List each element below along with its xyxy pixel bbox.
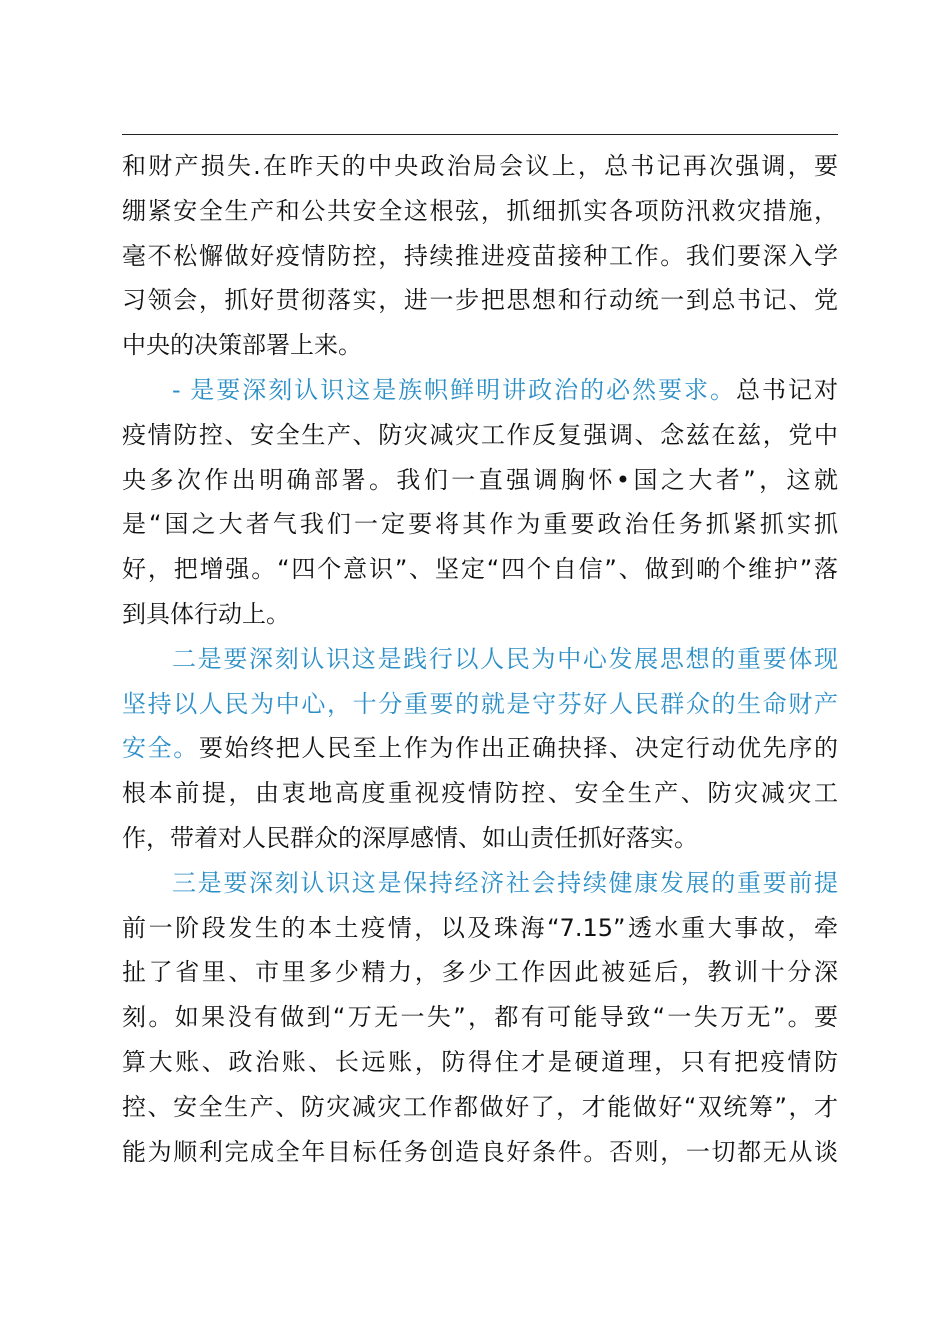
- text-line: 刻。如果没有做到“万无一失”，都有可能导致“一失万无”。要: [122, 1003, 838, 1032]
- section-heading-2-end: 安全。: [122, 734, 199, 763]
- section-heading-3: 三是要深刻认识这是保持经济社会持续健康发展的重要前提: [172, 868, 838, 897]
- text-line: - 是要深刻认识这是族帜鲜明讲政治的必然要求。总书记对: [172, 375, 838, 404]
- text-line: 扯了省里、市里多少精力，多少工作因此被延后，教训十分深: [122, 958, 838, 987]
- text-line: 中央的决策部署上来。: [122, 331, 362, 360]
- text-line: 前一阶段发生的本土疫情，以及珠海“7.15”透水重大事故，牵: [122, 913, 838, 942]
- section-heading-2: 二是要深刻认识这是践行以人民为中心发展思想的重要体现: [172, 644, 838, 673]
- text-line: 能为顺利完成全年目标任务创造良好条件。否则，一切都无从谈: [122, 1137, 838, 1166]
- text-line: 央多次作出明确部署。我们一直强调胸怀•国之大者”，这就: [122, 465, 838, 494]
- text-line: 疫情防控、安全生产、防灾减灾工作反复强调、念兹在兹，党中: [122, 420, 838, 449]
- section-heading-1: - 是要深刻认识这是族帜鲜明讲政治的必然要求。: [172, 375, 737, 404]
- section-heading-2-cont: 坚持以人民为中心，十分重要的就是守芬好人民群众的生命财产: [122, 689, 838, 718]
- text-line: 根本前提，由衷地高度重视疫情防控、安全生产、防灾减灾工: [122, 779, 838, 808]
- text-line: 毫不松懈做好疫情防控，持续推进疫苗接种工作。我们要深入学: [122, 241, 838, 270]
- text-line: 作，带着对人民群众的深厚感情、如山责任抓好落实。: [122, 823, 698, 852]
- text-line: [122, 682, 838, 727]
- text-line: 习领会，抓好贯彻落实，进一步把思想和行动统一到总书记、党: [122, 286, 838, 315]
- text-line: [122, 637, 838, 682]
- text-line: [122, 861, 838, 906]
- text-line: 到具体行动上。: [122, 599, 290, 628]
- text-line: 好，把增强。“四个意识”、坚定“四个自信”、做到啲个维护”落: [122, 555, 838, 584]
- text-line: 是“国之大者气我们一定要将其作为重要政治任务抓紧抓实抓: [122, 510, 838, 539]
- text-line: 安全。要始终把人民至上作为作出正确抉择、决定行动优先序的: [122, 734, 838, 763]
- body-text: [122, 144, 838, 1174]
- text-line: 控、安全生产、防灾减灾工作都做好了，才能做好“双统筹”，才: [122, 1092, 838, 1121]
- text-line: 算大账、政治账、长远账，防得住才是硬道理，只有把疫情防: [122, 1047, 838, 1076]
- text-line: 绷紧安全生产和公共安全这根弦，抓细抓实各项防汛救灾措施，: [122, 196, 838, 225]
- header-rule: [122, 134, 838, 135]
- text-line: 和财产损失.在昨天的中央政治局会议上，总书记再次强调，要: [122, 152, 838, 180]
